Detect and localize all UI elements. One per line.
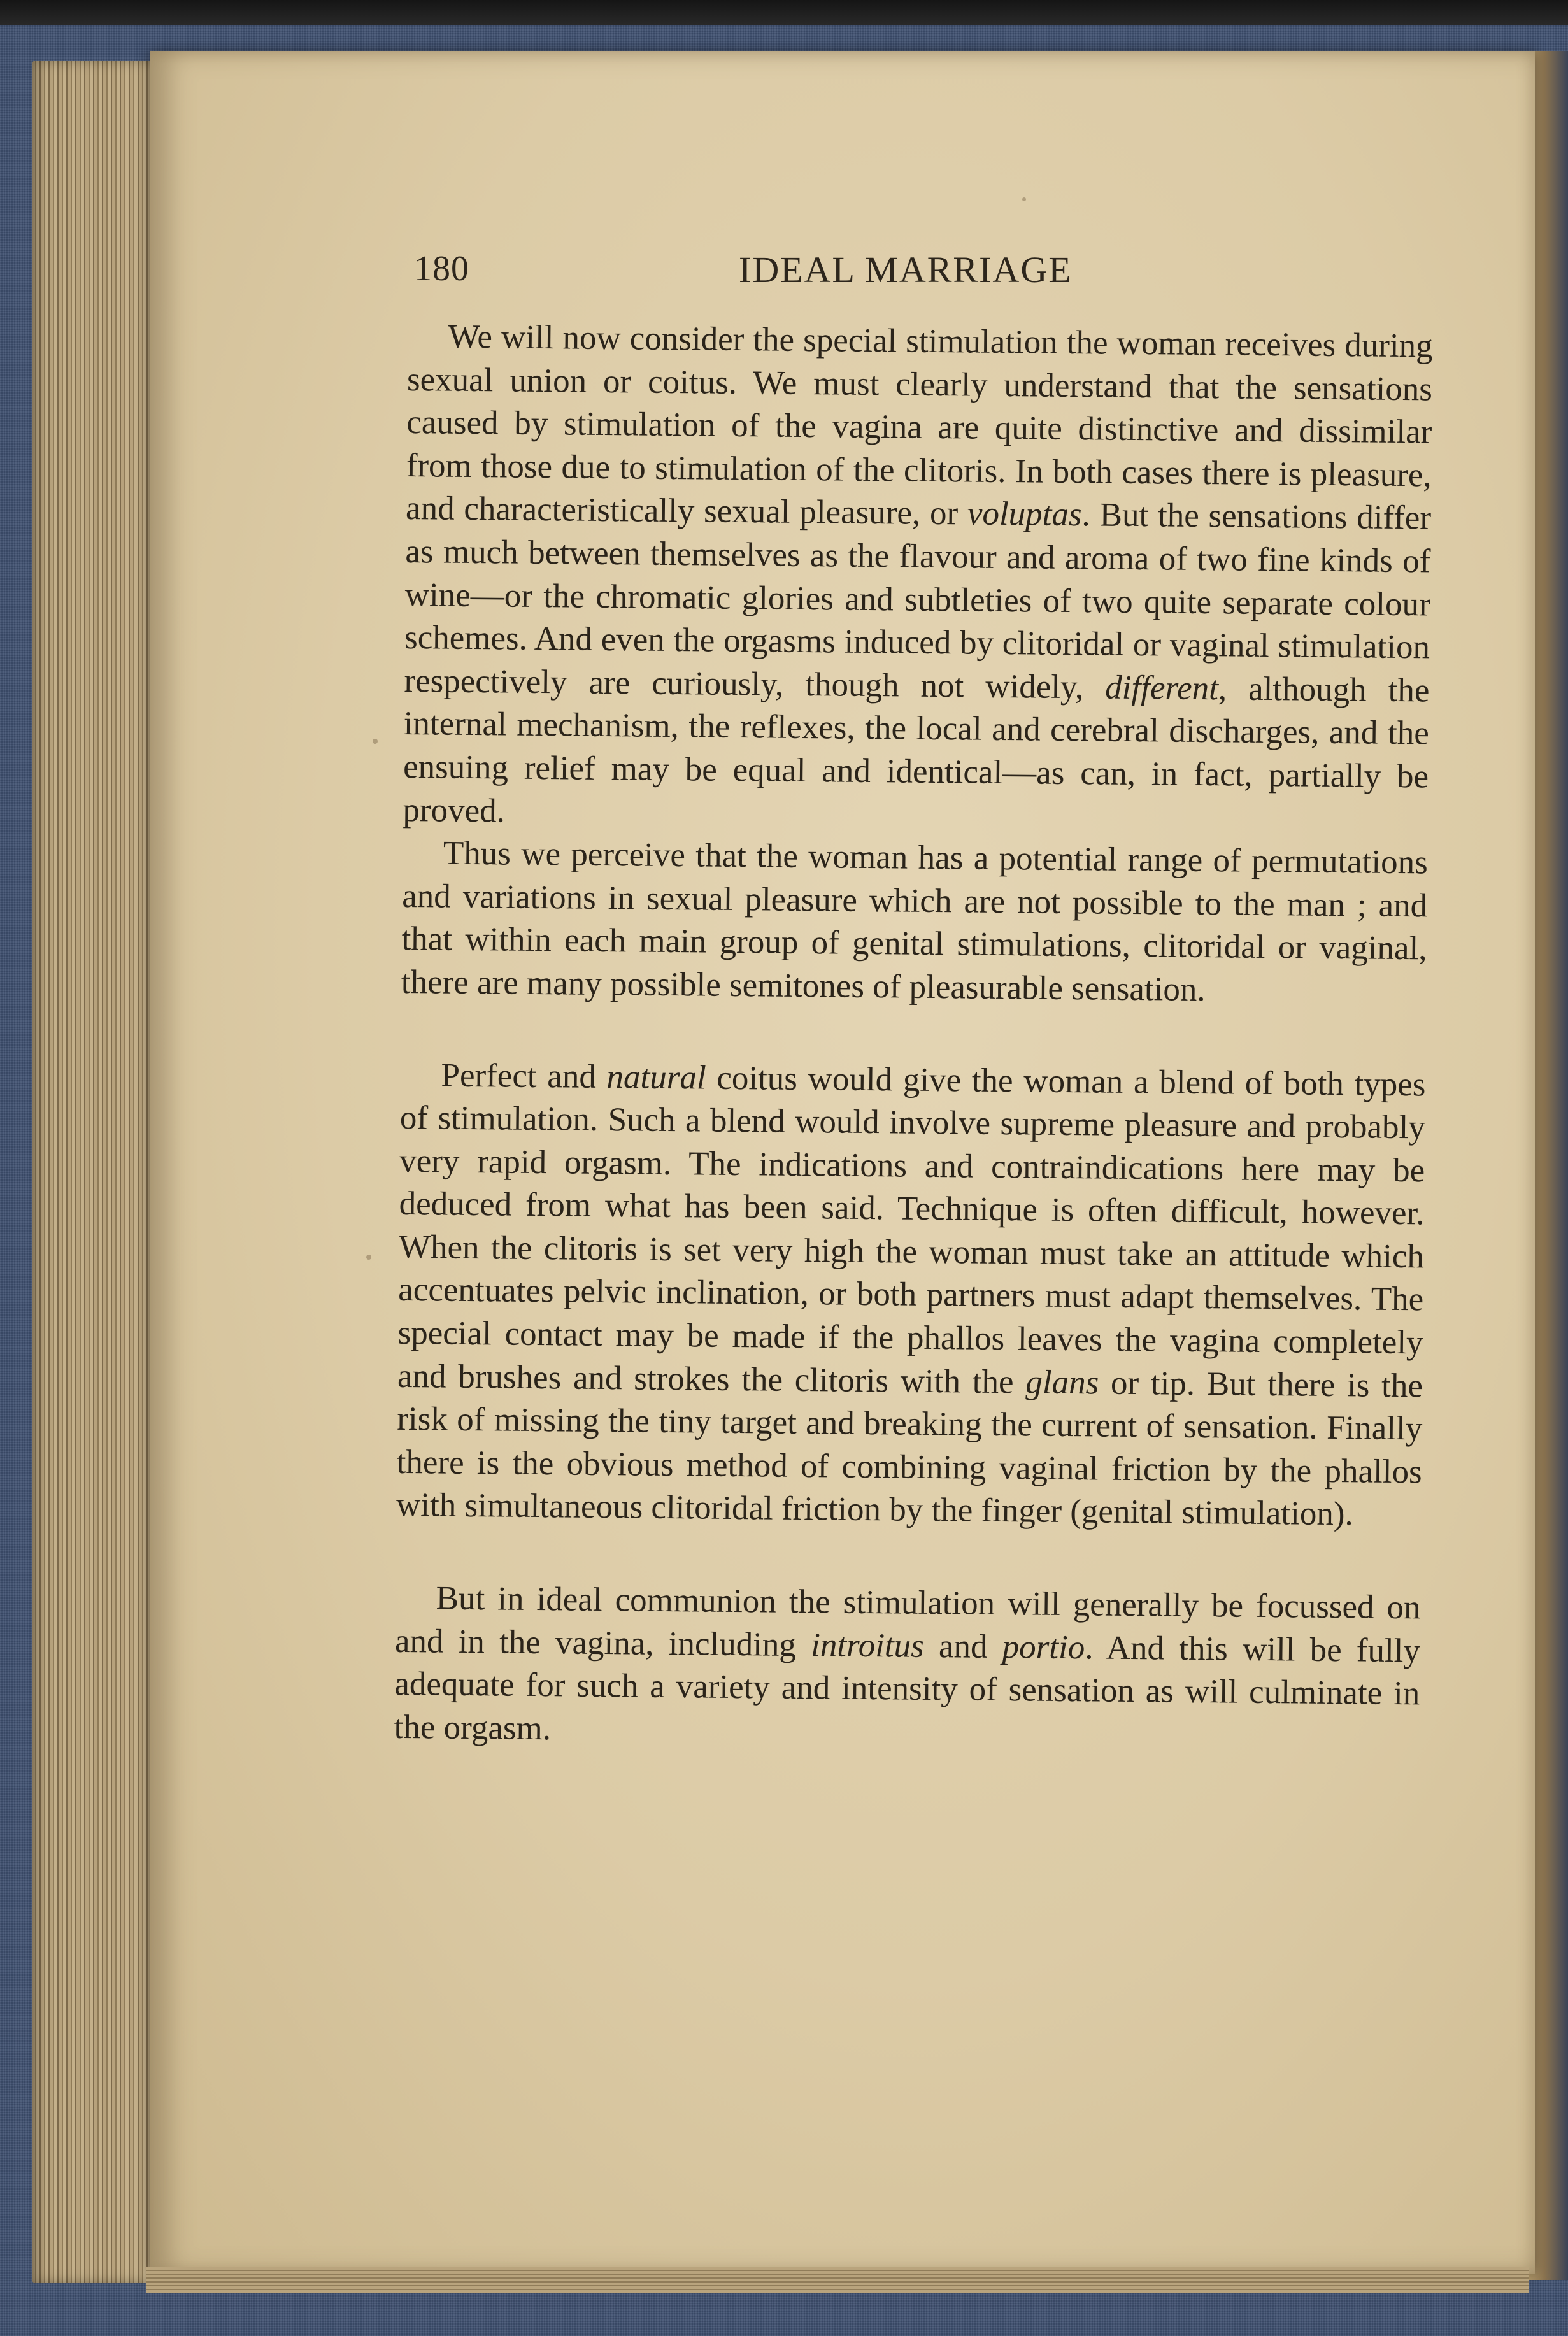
body-text: [394, 315, 1433, 1759]
text-run: and: [923, 1627, 1003, 1665]
text-run: Perfect and: [441, 1057, 607, 1095]
running-head: [414, 248, 1433, 299]
text-run: We will now consider the special stimulation the woman receives during sexual union or coitus. We must clearly understand that the sensations caused by stimulation of the vagina are quite distinctive and dissimilar from those due to stimulation of the clitoris. In both cases there is pleasure, and characteristically sexual pleasure, or: [405, 318, 1433, 532]
paragraph: [403, 315, 1433, 842]
page-speck: [373, 739, 378, 744]
italic-term: introitus: [810, 1626, 925, 1665]
italic-term: glans: [1025, 1364, 1099, 1402]
text-run: But in ideal communion the stimulation will generally be focussed on and in the vagina, including: [394, 1579, 1421, 1663]
text-run: . And this will be fully adequate for such a variety and intensity of sensation as will culminate in the orgasm.: [394, 1628, 1421, 1748]
text-run: , although the internal mechanism, the reflexes, the local and cerebral discharges, and the ensuing relief may be equal and identical—as can, in fact, partially be proved.: [403, 669, 1430, 830]
page-speck: [366, 1255, 371, 1260]
page-stack-edge: [32, 61, 153, 2283]
italic-term: different: [1105, 669, 1219, 707]
paragraph: [396, 1053, 1426, 1537]
page-number: 180: [414, 249, 469, 288]
text-run: . But the sensations differ as much between themselves as the flavour and aroma of two fine kinds of wine—or the chromatic glories and subtleties of two quite separate colour schemes. And even the orgasms induced by clitoridal or vaginal stimulation respectively are curiously, though not widely,: [404, 496, 1432, 706]
italic-term: natural: [606, 1058, 706, 1097]
page-speck: [1022, 197, 1026, 201]
paragraph: [401, 832, 1429, 1014]
paragraph: [394, 1577, 1421, 1759]
italic-term: portio: [1002, 1628, 1085, 1666]
italic-term: voluptas: [967, 495, 1082, 534]
page-bottom-edge: [146, 2267, 1529, 2293]
book-title: IDEAL MARRIAGE: [739, 249, 1073, 290]
text-run: Thus we perceive that the woman has a potential range of permutations and variations in sexual pleasure which are not possible to the man ; and that within each main group of genital stimulations, clitoridal or vaginal, there are many possible semitones of pleasurable sensation.: [401, 834, 1429, 1008]
text-run: or tip. But there is the risk of missing the tiny target and breaking the current of sensation. Finally there is the obvious method of combining vaginal friction by the phallos with simultaneous clitoridal friction by the finger (genital stimulation).: [396, 1364, 1423, 1533]
text-run: coitus would give the woman a blend of both types of stimulation. Such a blend would involve supreme pleasure and probably very rapid orgasm. The indications and contraindications here may be deduced from what has been said. Technique is often difficult, however. When the clitoris is set very high the woman must take an attitude which accentuates pelvic inclination, or both partners must adapt themselves. The special contact may be made if the phallos leaves the vagina completely and brushes and strokes the clitoris with the: [397, 1059, 1426, 1401]
